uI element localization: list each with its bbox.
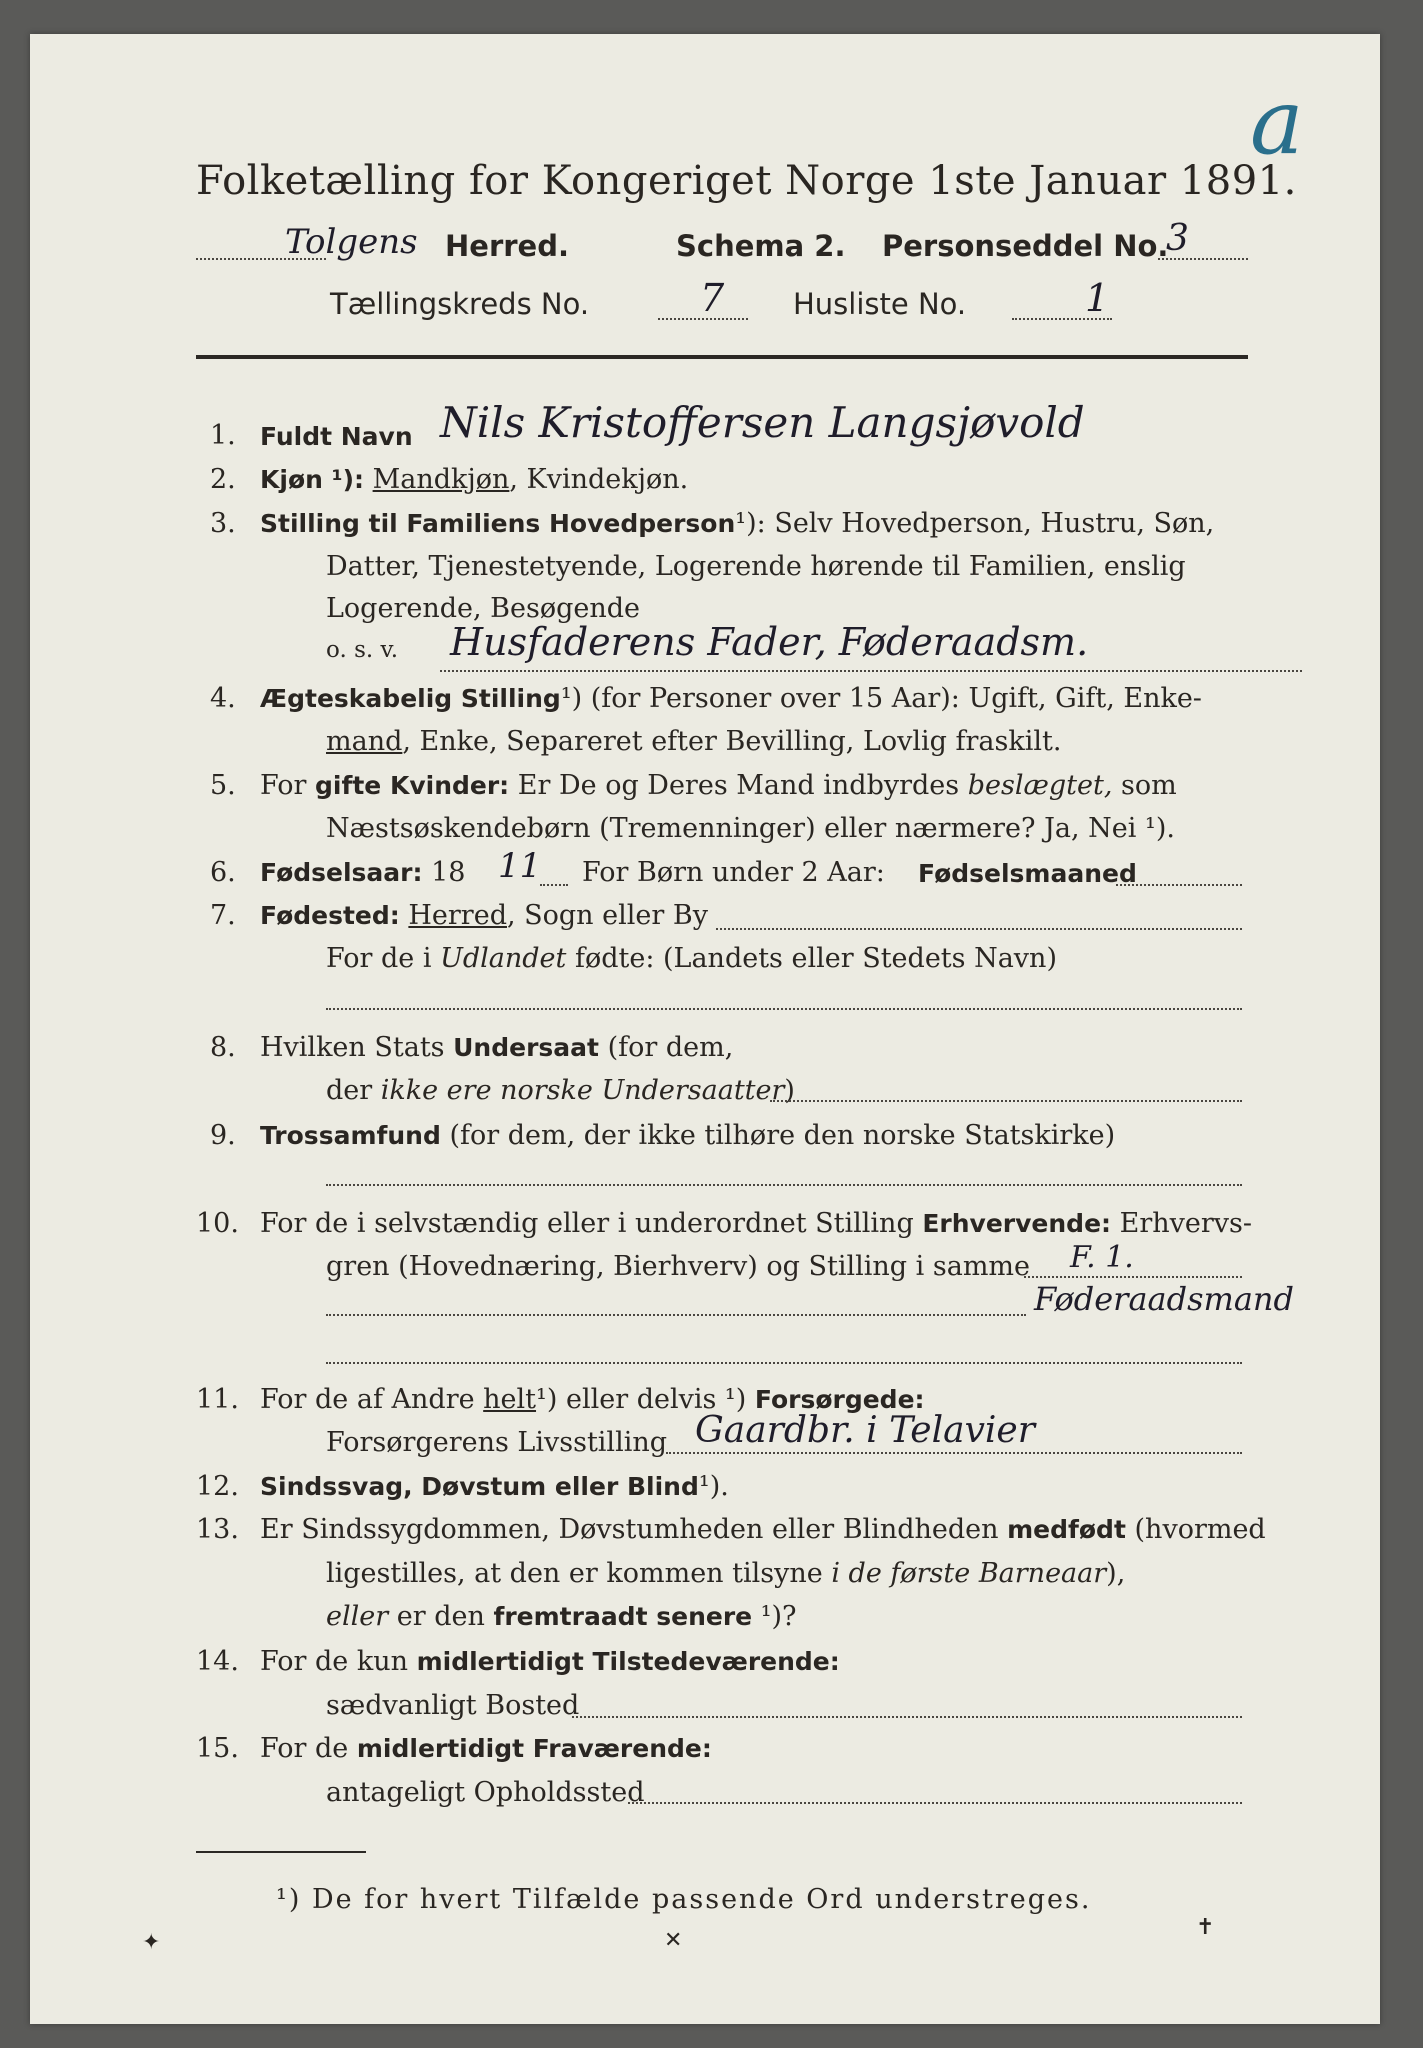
q7-label: Fødested: xyxy=(260,901,400,930)
q9-dotline xyxy=(326,1184,1242,1186)
corner-mark: a xyxy=(1250,70,1304,175)
q5-line1-rest: Er De og Deres Mand indbyrdes xyxy=(517,770,960,801)
q12-number: 12. xyxy=(196,1471,239,1502)
q11-dotline xyxy=(666,1452,1242,1454)
footnote-rule xyxy=(196,1851,366,1853)
q6-year-prefix: 18 xyxy=(431,857,466,888)
q2-number: 2. xyxy=(210,464,236,495)
personseddel-dotline xyxy=(1158,258,1248,260)
q4-number: 4. xyxy=(210,683,236,714)
q13-line3-a: er den xyxy=(396,1601,485,1632)
q14-number: 14. xyxy=(196,1646,239,1677)
q8-line1-c: (for dem, xyxy=(607,1032,734,1063)
q10-dotline-2 xyxy=(326,1314,1026,1316)
q7-line2-b: fødte: (Landets eller Stedets Navn) xyxy=(574,943,1057,974)
q3-line4-prefix: o. s. v. xyxy=(326,637,399,663)
q6-month-dotline xyxy=(1116,884,1242,886)
q13-line2-b: ), xyxy=(1106,1558,1126,1589)
q4-line1-rest: ¹) (for Personer over 15 Aar): Ugift, Gift, Enke- xyxy=(560,683,1202,714)
q5-label: gifte Kvinder: xyxy=(315,771,510,800)
q3-line3: Logerende, Besøgende xyxy=(326,593,640,624)
q15-line2: antageligt Opholdssted xyxy=(326,1777,645,1808)
form-title: Folketælling for Kongeriget Norge 1ste Januar 1891. xyxy=(196,158,1297,204)
q3-dotline xyxy=(440,670,1302,672)
q6-label: Fødselsaar: xyxy=(260,858,423,887)
q6-year-dotline xyxy=(540,884,568,886)
q9-number: 9. xyxy=(210,1120,236,1151)
printer-mark-left: ✦ xyxy=(142,1930,161,1955)
q7-line2-italic: Udlandet xyxy=(440,943,567,974)
q8-line2-a: der xyxy=(326,1075,373,1106)
q7-option-herred: Herred xyxy=(408,900,507,931)
q7-dotline-2 xyxy=(326,1008,1242,1010)
q2-rest: , Kvindekjøn. xyxy=(509,464,689,495)
q3-answer: Husfaderens Fader, Føderaadsm. xyxy=(450,620,1089,664)
q5-label-pre: For xyxy=(260,770,307,801)
taellingskreds-value: 7 xyxy=(700,276,725,320)
printer-mark-center: ✕ xyxy=(664,1928,683,1953)
q4-label: Ægteskabelig Stilling xyxy=(260,684,561,713)
q11-line1-b: ¹) eller delvis ¹) xyxy=(536,1384,747,1415)
q8-dotline xyxy=(770,1100,1242,1102)
q10-line1-c: Erhvervs- xyxy=(1119,1208,1253,1239)
husliste-dotline xyxy=(1012,318,1112,320)
q10-number: 10. xyxy=(196,1208,239,1239)
q14-line2: sædvanligt Bosted xyxy=(326,1690,580,1721)
q10-answer-1: F. 1. xyxy=(1070,1240,1134,1275)
q5-line1-end: som xyxy=(1121,770,1177,801)
q11-line1-a: For de af Andre xyxy=(260,1384,475,1415)
q13-line2-a: ligestilles, at den er kommen tilsyne xyxy=(326,1558,823,1589)
q4-option-enkemand: mand xyxy=(326,726,403,757)
q15-dotline xyxy=(628,1802,1242,1804)
q3-number: 3. xyxy=(210,508,236,539)
q11-option-helt: helt xyxy=(483,1384,537,1415)
q11-answer: Gaardbr. i Telavier xyxy=(695,1410,1035,1451)
q1-answer: Nils Kristoffersen Langsjøvold xyxy=(440,398,1085,447)
q5-number: 5. xyxy=(210,770,236,801)
q1-label: Fuldt Navn xyxy=(260,422,413,451)
census-form-sheet xyxy=(30,34,1380,2024)
q6-number: 6. xyxy=(210,857,236,888)
q2-label: Kjøn ¹): xyxy=(260,465,364,494)
q14-dotline xyxy=(572,1716,1242,1718)
q3-line1-rest: ¹): Selv Hovedperson, Hustru, Søn, xyxy=(735,508,1215,539)
q1-number: 1. xyxy=(210,420,236,451)
herred-label: Herred. xyxy=(445,229,569,263)
q14-line1-b: midlertidigt Tilstedeværende: xyxy=(416,1647,840,1676)
q9-label: Trossamfund xyxy=(260,1121,441,1150)
q3-label: Stilling til Familiens Hovedperson xyxy=(260,509,736,538)
q10-line1-a: For de i selvstændig eller i underordnet Stilling xyxy=(260,1208,914,1239)
q7-line2-a: For de i xyxy=(326,943,432,974)
husliste-label: Husliste No. xyxy=(793,287,967,321)
q5-line2: Næstsøskendebørn (Tremenninger) eller nærmere? Ja, Nei ¹). xyxy=(326,813,1175,844)
q10-answer-2: Føderaadsmand xyxy=(1034,1280,1295,1318)
q12-rest: ¹). xyxy=(698,1471,729,1502)
herred-value: Tolgens xyxy=(285,222,418,262)
q13-line1-c: (hvormed xyxy=(1134,1514,1266,1545)
q8-line1-b: Undersaat xyxy=(453,1033,599,1062)
q13-number: 13. xyxy=(196,1514,239,1545)
q5-line1-italic: beslægtet, xyxy=(967,770,1113,801)
q8-line1-a: Hvilken Stats xyxy=(260,1032,445,1063)
q11-number: 11. xyxy=(196,1384,239,1415)
q11-line2: Forsørgerens Livsstilling xyxy=(326,1427,668,1458)
taellingskreds-label: Tællingskreds No. xyxy=(330,287,590,321)
q13-line3-italic: eller xyxy=(326,1601,389,1632)
taellingskreds-dotline xyxy=(658,318,748,320)
q12-label: Sindssvag, Døvstum eller Blind xyxy=(260,1472,699,1501)
q11-line1-c: Forsørgede: xyxy=(754,1385,925,1414)
q8-number: 8. xyxy=(210,1032,236,1063)
q6-year-value: 11 xyxy=(498,846,542,886)
q7-dotline xyxy=(716,928,1242,930)
q15-line1-a: For de xyxy=(260,1733,349,1764)
printer-mark-right: ✝ xyxy=(1196,1915,1215,1940)
q13-line3-c: ¹)? xyxy=(760,1601,797,1632)
q10-dotline-3 xyxy=(326,1362,1242,1364)
q6-rest-label: For Børn under 2 Aar: xyxy=(582,857,885,888)
husliste-value: 1 xyxy=(1085,276,1110,320)
q13-line3-b: fremtraadt senere xyxy=(493,1602,753,1631)
q13-line1-b: medfødt xyxy=(1007,1515,1126,1544)
personseddel-label: Personseddel No. xyxy=(882,229,1169,263)
personseddel-value: 3 xyxy=(1166,218,1189,259)
q7-rest: , Sogn eller By xyxy=(506,900,708,931)
q10-line2: gren (Hovednæring, Bierhverv) og Stilling i samme xyxy=(326,1251,1031,1282)
q10-line1-b: Erhvervende: xyxy=(922,1209,1112,1238)
schema-label: Schema 2. xyxy=(676,229,846,263)
footnote: ¹) De for hvert Tilfælde passende Ord understreges. xyxy=(276,1884,1092,1915)
q6-month-label: Fødselsmaaned xyxy=(918,859,1137,888)
header-rule xyxy=(196,355,1248,359)
q13-line2-italic: i de første Barneaar xyxy=(831,1558,1107,1589)
q15-number: 15. xyxy=(196,1733,239,1764)
q8-line2-italic: ikke ere norske Undersaatter xyxy=(380,1075,785,1106)
q9-rest: (for dem, der ikke tilhøre den norske Statskirke) xyxy=(449,1120,1116,1151)
q10-dotline xyxy=(1024,1276,1242,1278)
q2-option-mandkjon: Mandkjøn xyxy=(372,464,510,495)
q3-line2: Datter, Tjenestetyende, Logerende hørende til Familien, enslig xyxy=(326,551,1186,582)
q7-number: 7. xyxy=(210,900,236,931)
q13-line1-a: Er Sindssygdommen, Døvstumheden eller Blindheden xyxy=(260,1514,999,1545)
q15-line1-b: midlertidigt Fraværende: xyxy=(356,1734,712,1763)
q8-close-paren: ) xyxy=(784,1075,795,1106)
q14-line1-a: For de kun xyxy=(260,1646,408,1677)
q4-line2-rest: , Enke, Separeret efter Bevilling, Lovlig fraskilt. xyxy=(402,726,1062,757)
